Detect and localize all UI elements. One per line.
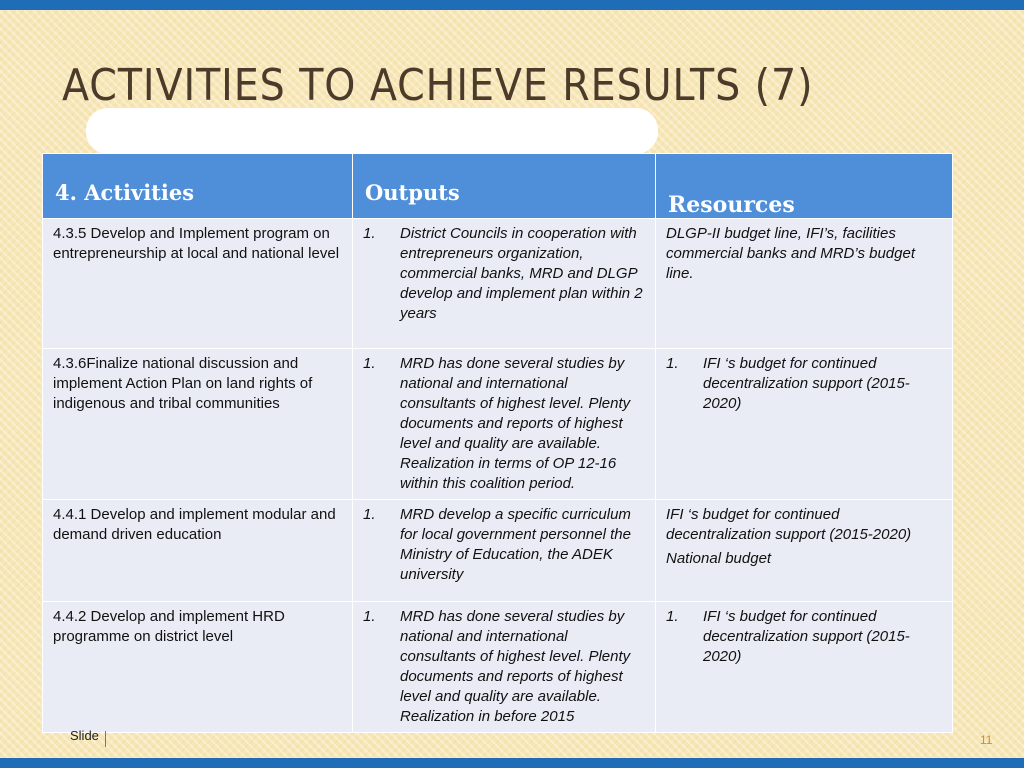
output-number: 1. <box>363 225 376 242</box>
activity-cell: 4.3.5 Develop and Implement program on entrepreneurship at local and national level <box>43 219 353 349</box>
output-text: MRD has done several studies by national and international consultants of highest level. Plenty documents and reports of highest level and quality are available. Realization in terms of OP 12-16 within this coalition period. <box>400 355 631 492</box>
output-cell <box>353 219 656 349</box>
header-activities: 4. Activities <box>43 154 353 219</box>
resources-cell <box>656 500 953 602</box>
resources-cell <box>656 349 953 500</box>
activity-cell: 4.3.6Finalize national discussion and implement Action Plan on land rights of indigenous and tribal communities <box>43 349 353 500</box>
output-text: MRD develop a specific curriculum for local government personnel the Ministry of Education, the ADEK university <box>400 506 631 583</box>
output-number: 1. <box>363 608 376 625</box>
resource-number: 1. <box>666 608 679 625</box>
table-row <box>43 219 953 349</box>
header-outputs: Outputs <box>353 154 656 219</box>
output-text: District Councils in cooperation with entrepreneurs organization, commercial banks, MRD and DLGP develop and implement plan within 2 years <box>400 225 643 322</box>
resources-cell <box>656 602 953 733</box>
footer-slide-label: Slide <box>70 728 99 743</box>
table-row <box>43 349 953 500</box>
activities-table <box>42 153 953 733</box>
table-row <box>43 500 953 602</box>
activity-cell: 4.4.2 Develop and implement HRD programme on district level <box>43 602 353 733</box>
resource-text: DLGP-II budget line, IFI’s, facilities commercial banks and MRD’s budget line. <box>666 225 916 282</box>
header-resources: Resources <box>656 154 953 219</box>
output-cell <box>353 500 656 602</box>
footer-divider <box>105 731 106 747</box>
resource-number: 1. <box>666 355 679 372</box>
slide-title: ACTIVITIES TO ACHIEVE RESULTS (7) <box>62 60 814 111</box>
table-row <box>43 602 953 733</box>
output-number: 1. <box>363 506 376 523</box>
table-header-row <box>43 154 953 219</box>
resources-cell <box>656 219 953 349</box>
bottom-accent-bar <box>0 758 1024 768</box>
top-accent-bar <box>0 0 1024 10</box>
activity-cell: 4.4.1 Develop and implement modular and demand driven education <box>43 500 353 602</box>
output-number: 1. <box>363 355 376 372</box>
resource-text: IFI ‘s budget for continued decentralization support (2015-2020) <box>666 506 912 543</box>
page-number: 11 <box>980 733 993 747</box>
output-cell <box>353 602 656 733</box>
resource-text: National budget <box>666 550 772 567</box>
resource-text: IFI ‘s budget for continued decentralization support (2015-2020) <box>703 608 910 665</box>
title-highlight <box>86 108 658 154</box>
output-text: MRD has done several studies by national and international consultants of highest level. Plenty documents and reports of highest level and quality are available. Realization in before 2015 <box>400 608 631 725</box>
resource-text: IFI ‘s budget for continued decentralization support (2015-2020) <box>703 355 910 412</box>
output-cell <box>353 349 656 500</box>
